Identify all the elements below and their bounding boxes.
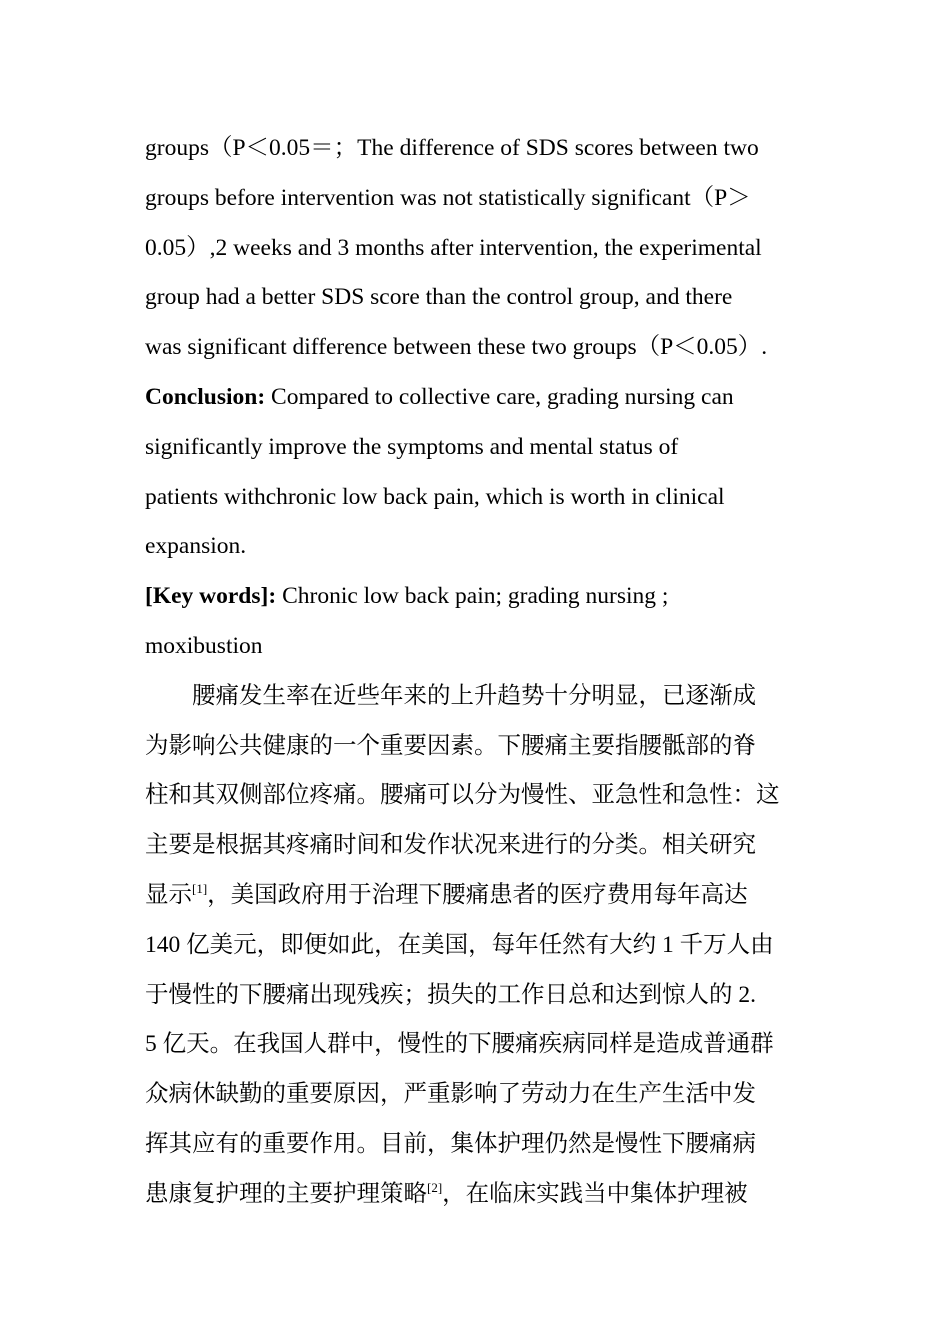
keywords-line	[145, 572, 810, 622]
conclusion-label: Conclusion:	[145, 383, 266, 410]
abstract-line: groups（P＜0.05＝；The difference of SDS scores between two	[145, 135, 759, 161]
conclusion-line: expansion.	[145, 533, 247, 560]
abstract-line: was significant difference between these two groups（P＜0.05）.	[145, 334, 768, 361]
body-text: 显示	[145, 881, 192, 908]
body-line: 140 亿美元，即便如此，在美国，每年任然有大约 1 千万人由	[145, 931, 774, 958]
body-line: 众病休缺勤的重要原因，严重影响了劳动力在生产生活中发	[145, 1081, 756, 1108]
body-text: 患康复护理的主要护理策略	[145, 1180, 427, 1207]
body-line: 于慢性的下腰痛出现残疾；损失的工作日总和达到惊人的 2.	[145, 981, 756, 1008]
conclusion-line: patients withchronic low back pain, which is worth in clinical	[145, 483, 725, 510]
body-line: 5 亿天。在我国人群中，慢性的下腰痛疾病同样是造成普通群	[145, 1031, 774, 1058]
body-text: ，美国政府用于治理下腰痛患者的医疗费用每年高达	[207, 881, 748, 908]
keywords-text: Chronic low back pain; grading nursing ;	[276, 583, 669, 610]
citation-ref: [2]	[427, 1179, 443, 1195]
body-line: 为影响公共健康的一个重要因素。下腰痛主要指腰骶部的脊	[145, 732, 756, 759]
body-line	[145, 871, 810, 921]
abstract-line: group had a better SDS score than the control group, and there	[145, 284, 733, 311]
keywords-label: [Key words]:	[145, 583, 277, 610]
body-text: ，在临床实践当中集体护理被	[442, 1180, 748, 1207]
conclusion-text: Compared to collective care, grading nursing can	[265, 383, 734, 410]
keywords-line: moxibustion	[145, 632, 263, 659]
body-line: 挥其应有的重要作用。目前，集体护理仍然是慢性下腰痛病	[145, 1130, 756, 1157]
citation-ref: [1]	[192, 880, 208, 896]
conclusion-line: significantly improve the symptoms and mental status of	[145, 433, 679, 460]
body-line: 柱和其双侧部位疼痛。腰痛可以分为慢性、亚急性和急性：这	[145, 782, 780, 809]
paper-page	[145, 124, 810, 1220]
body-line	[145, 1170, 810, 1220]
conclusion-line	[145, 373, 810, 423]
abstract-line: 0.05）,2 weeks and 3 months after intervention, the experimental	[145, 234, 762, 261]
body-line: 主要是根据其疼痛时间和发作状况来进行的分类。相关研究	[145, 832, 756, 859]
body-line: 腰痛发生率在近些年来的上升趋势十分明显，已逐渐成	[192, 682, 756, 709]
abstract-line: groups before intervention was not statistically significant（P＞	[145, 184, 751, 211]
